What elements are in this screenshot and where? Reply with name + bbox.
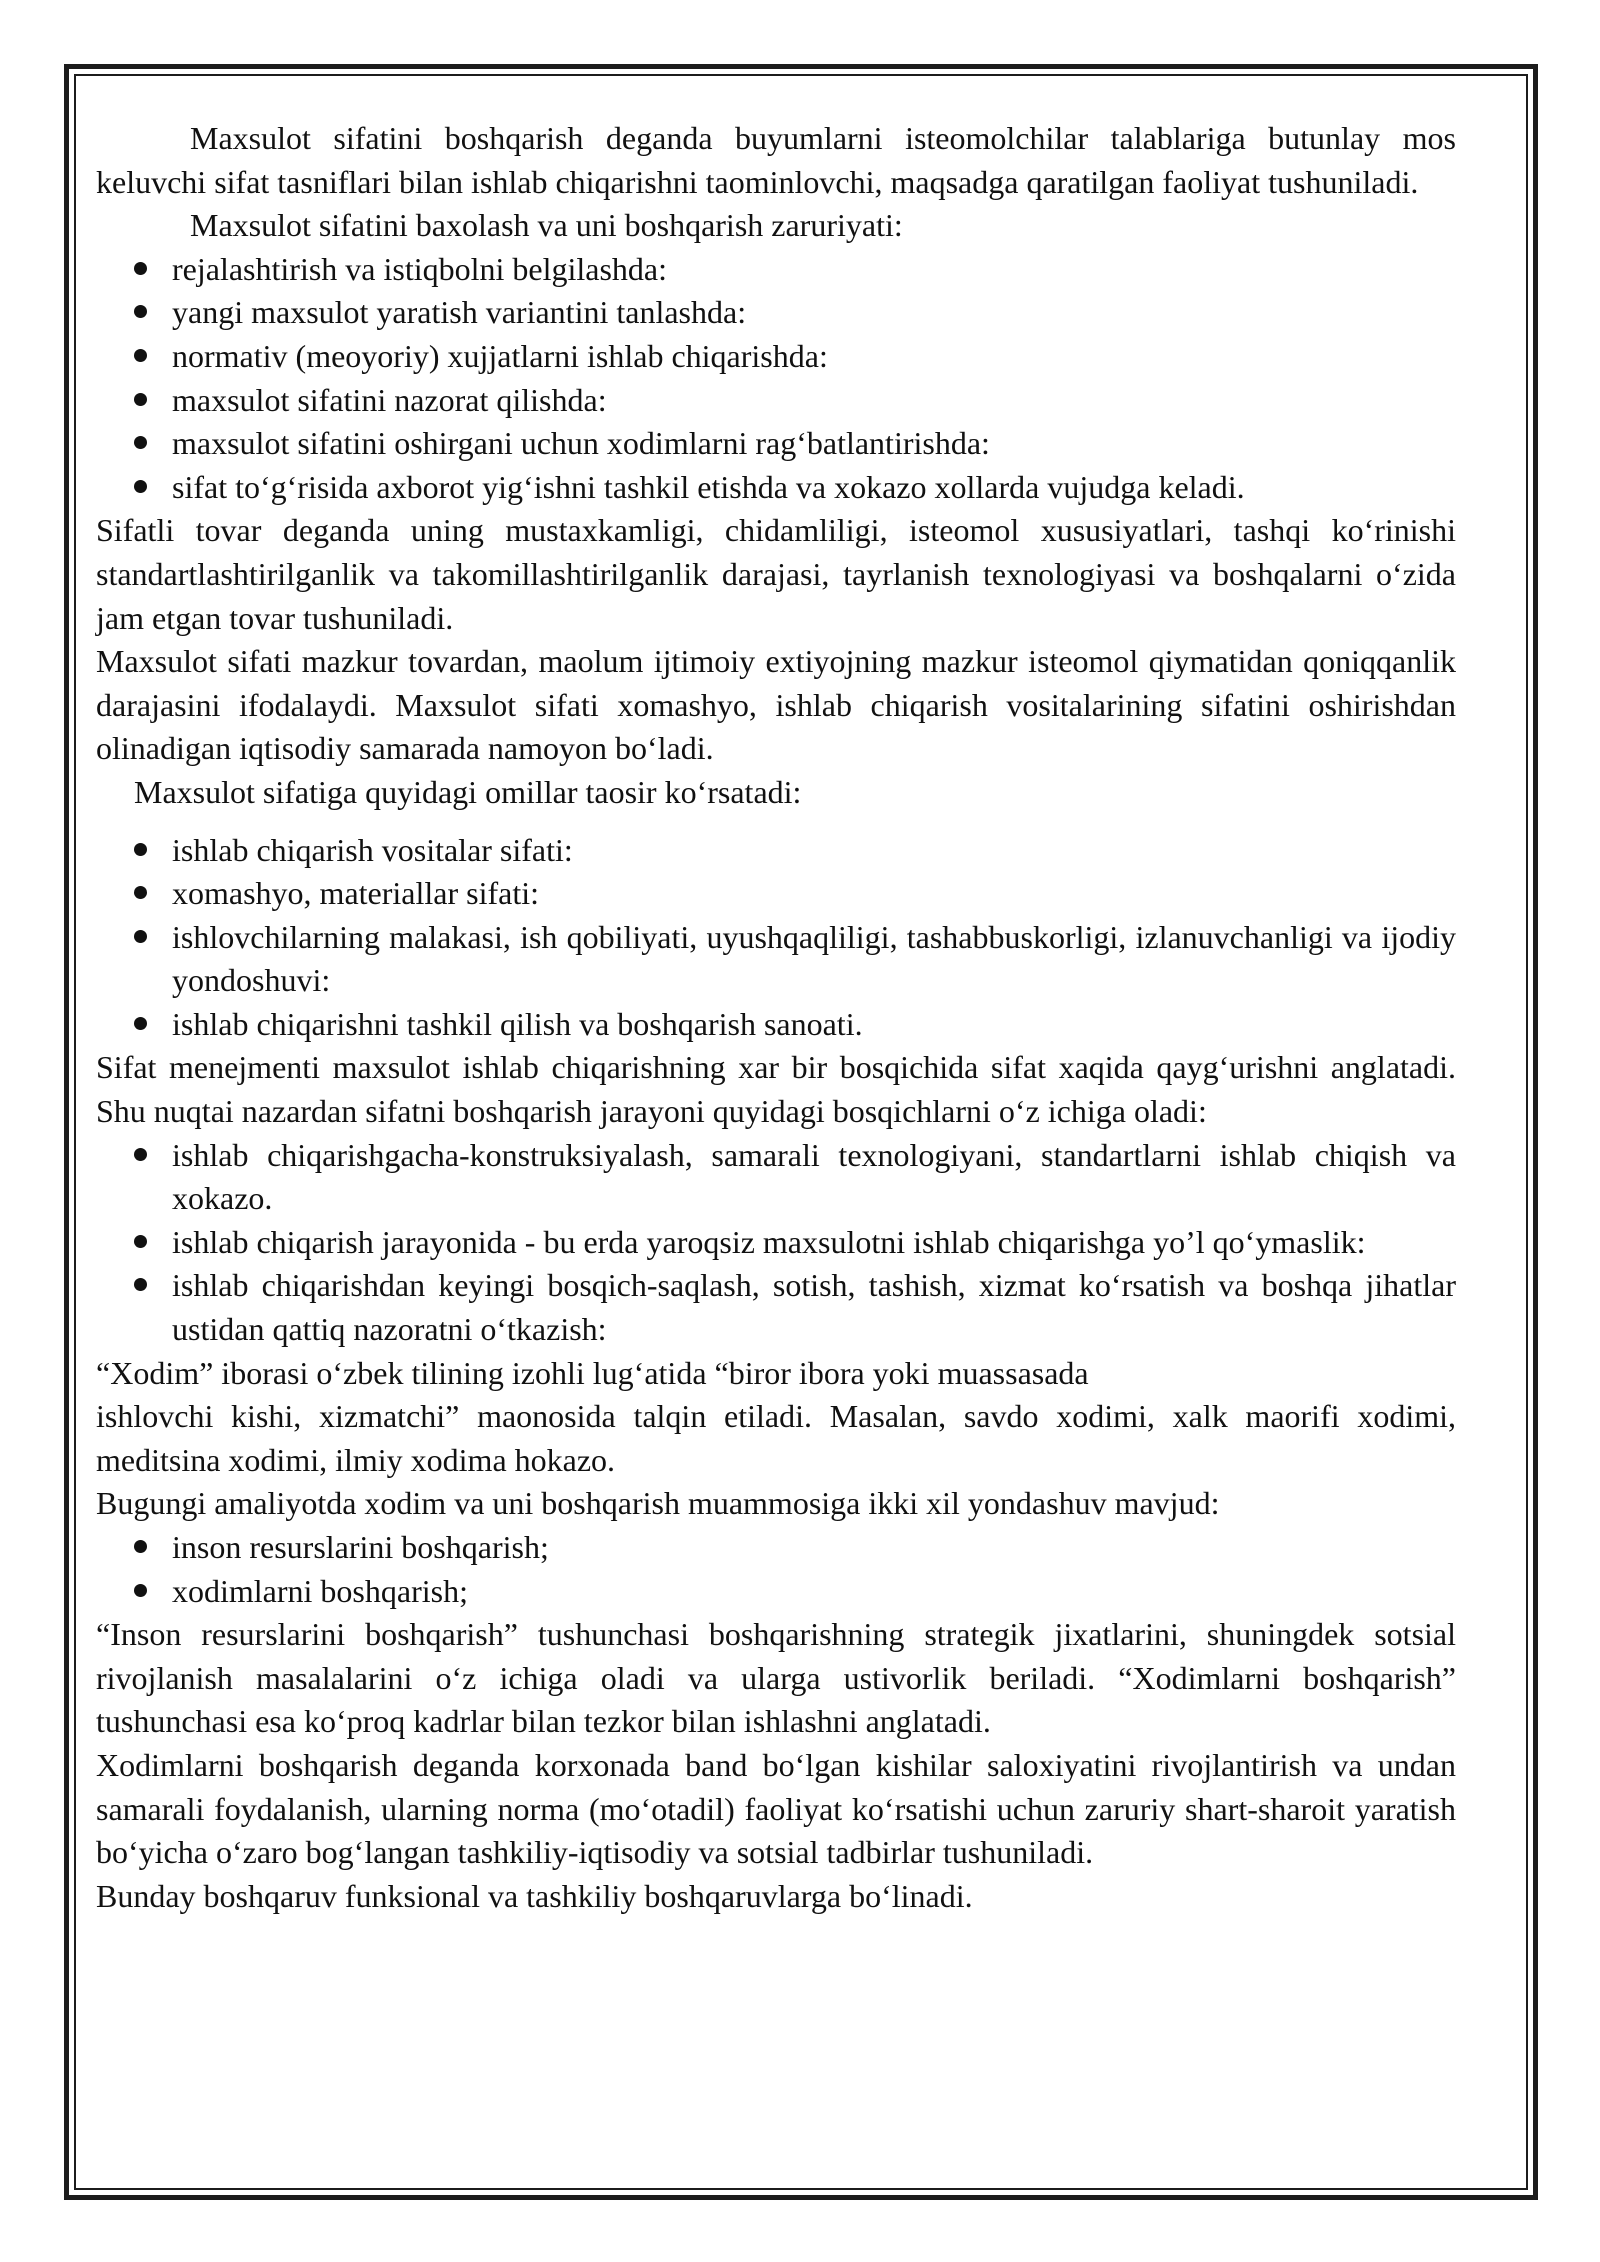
- bullet-icon: [134, 843, 147, 856]
- bullet-icon: [134, 436, 147, 449]
- list-item: rejalashtirish va istiqbolni belgilashda:: [96, 248, 1456, 292]
- list-item: maxsulot sifatini oshirgani uchun xodimlarni rag‘batlantirishda:: [96, 422, 1456, 466]
- list-approaches: [96, 1526, 1456, 1613]
- list-item: ishlab chiqarish jarayonida - bu erda yaroqsiz maxsulotni ishlab chiqarishga yo’l qo‘ymaslik:: [96, 1221, 1456, 1265]
- list-necessity: [96, 248, 1456, 510]
- bullet-icon: [134, 349, 147, 362]
- paragraph-quality-management: Sifat menejmenti maxsulot ishlab chiqarishning xar bir bosqichida sifat xaqida qayg‘urishni anglatadi. Shu nuqtai nazardan sifatni boshqarish jarayoni quyidagi bosqichlarni o‘z ichiga oladi:: [96, 1049, 1456, 1130]
- list-item: sifat to‘g‘risida axborot yig‘ishni tashkil etishda va xokazo xollarda vujudga keladi.: [96, 466, 1456, 510]
- list-item: inson resurslarini boshqarish;: [96, 1526, 1456, 1570]
- list-item: ishlovchilarning malakasi, ish qobiliyati, uyushqaqliligi, tashabbuskorligi, izlanuvchanligi va ijodiy yondoshuvi:: [96, 916, 1456, 1003]
- list-item: ishlab chiqarish vositalar sifati:: [96, 829, 1456, 873]
- paragraph-quality-goods: Sifatli tovar deganda uning mustaxkamligi, chidamliligi, isteomol xususiyatlari, tashqi ko‘rinishi standartlashtirilganlik va takomillashtirilganlik darajasi, tayrlanish texnologiyasi va boshqalarni o‘zida jam etgan tovar tushuniladi.: [96, 512, 1456, 636]
- bullet-icon: [134, 1584, 147, 1597]
- paragraph-xodim-definition-line1: “Xodim” iborasi o‘zbek tilining izohli lug‘atida “biror ibora yoki muassasada: [96, 1354, 1089, 1391]
- paragraph-intro: Maxsulot sifatini boshqarish deganda buyumlarni isteomolchilar talablariga butunlay mos keluvchi sifat tasniflari bilan ishlab chiqarishni taominlovchi, maqsadga qaratilgan faoliyat tushuniladi.: [96, 120, 1456, 200]
- bullet-icon: [134, 1278, 147, 1291]
- paragraph-staff-management: Xodimlarni boshqarish deganda korxonada band bo‘lgan kishilar saloxiyatini rivojlantirish va undan samarali foydalanish, ularning norma (mo‘otadil) faoliyat ko‘rsatishi uchun zaruriy shart-sharoit yaratish bo‘yicha o‘zaro bog‘langan tashkiliy-iqtisodiy va sotsial tadbirlar tushuniladi.: [96, 1746, 1456, 1871]
- bullet-icon: [134, 1148, 147, 1161]
- bullet-icon: [134, 1017, 147, 1030]
- bullet-icon: [134, 305, 147, 318]
- list-item: maxsulot sifatini nazorat qilishda:: [96, 379, 1456, 423]
- list-item: ishlab chiqarishgacha-konstruksiyalash, samarali texnologiyani, standartlarni ishlab chiqish va xokazo.: [96, 1134, 1456, 1221]
- paragraph-hr-concepts: “Inson resurslarini boshqarish” tushunchasi boshqarishning strategik jixatlarini, shuningdek sotsial rivojlanish masalalarini o‘z ichiga oladi va ularga ustivorlik beriladi. “Xodimlarni boshqarish” tushunchasi esa ko‘proq kadrlar bilan tezkor bilan ishlashni anglatadi.: [96, 1616, 1456, 1740]
- list-item: xodimlarni boshqarish;: [96, 1570, 1456, 1614]
- bullet-icon: [134, 480, 147, 493]
- list-item: yangi maxsulot yaratish variantini tanlashda:: [96, 291, 1456, 335]
- bullet-icon: [134, 930, 147, 943]
- list-item: normativ (meoyoriy) xujjatlarni ishlab chiqarishda:: [96, 335, 1456, 379]
- list-item: xomashyo, materiallar sifati:: [96, 872, 1456, 916]
- paragraph-quality-definition: Maxsulot sifati mazkur tovardan, maolum ijtimoiy extiyojning mazkur isteomol qiymatidan qoniqqanlik darajasini ifodalaydi. Maxsulot sifati xomashyo, ishlab chiqarish vositalarining sifatini oshirishdan olinadigan iqtisodiy samarada namoyon bo‘ladi.: [96, 643, 1456, 767]
- list-stages: [96, 1134, 1456, 1352]
- document-body: [96, 117, 1456, 1918]
- paragraph-approaches-heading: Bugungi amaliyotda xodim va uni boshqarish muammosiga ikki xil yondashuv mavjud:: [96, 1485, 1220, 1522]
- paragraph-factors-heading: Maxsulot sifatiga quyidagi omillar taosir ko‘rsatadi:: [134, 773, 802, 810]
- paragraph-xodim-definition: ishlovchi kishi, xizmatchi” maonosida talqin etiladi. Masalan, savdo xodimi, xalk maorifi xodimi, meditsina xodimi, ilmiy xodima hokazo.: [96, 1398, 1456, 1478]
- paragraph-necessity-heading: Maxsulot sifatini baxolash va uni boshqarish zaruriyati:: [190, 207, 903, 244]
- paragraph-management-types: Bunday boshqaruv funksional va tashkiliy boshqaruvlarga bo‘linadi.: [96, 1877, 973, 1914]
- bullet-icon: [134, 886, 147, 899]
- bullet-icon: [134, 1235, 147, 1248]
- bullet-icon: [134, 393, 147, 406]
- list-item: ishlab chiqarishni tashkil qilish va boshqarish sanoati.: [96, 1003, 1456, 1047]
- list-item: ishlab chiqarishdan keyingi bosqich-saqlash, sotish, tashish, xizmat ko‘rsatish va boshqa jihatlar ustidan qattiq nazoratni o‘tkazish:: [96, 1264, 1456, 1351]
- bullet-icon: [134, 1540, 147, 1553]
- bullet-icon: [134, 262, 147, 275]
- list-factors: [96, 829, 1456, 1047]
